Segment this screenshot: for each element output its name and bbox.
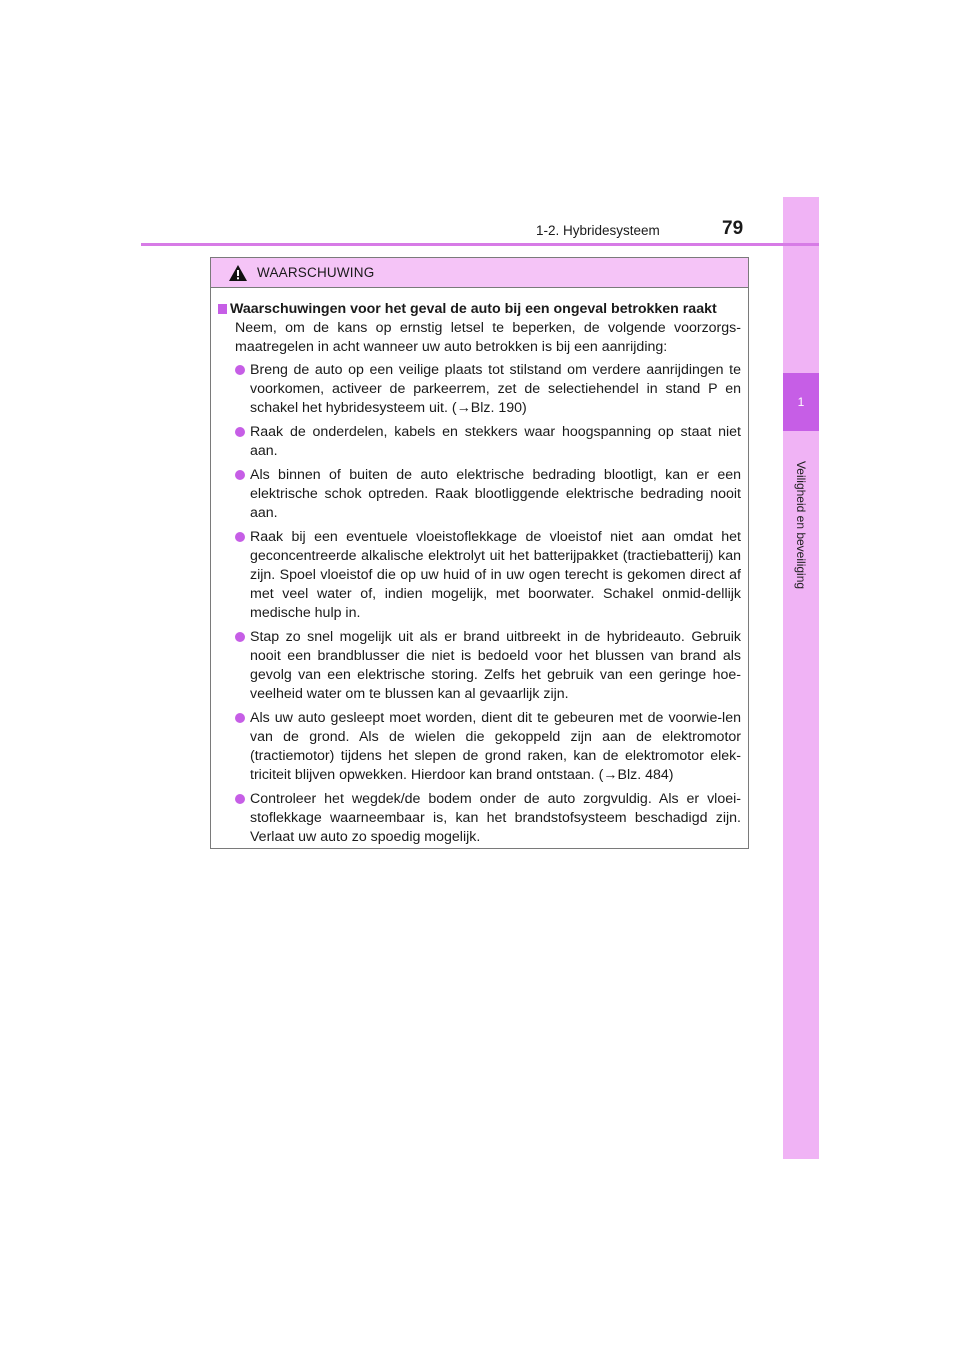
list-item-text: Breng de auto op een veilige plaats tot stilstand om verdere aanrijdingen te voorkomen, activeer de parkeerrem, zet de selectiehendel in stand P en schakel het hybridesysteem uit. (→Blz. 190) xyxy=(250,362,741,416)
bullet-dot-icon xyxy=(235,713,245,723)
list-item-text: Controleer het wegdek/de bodem onder de auto zorgvuldig. Als er vloei-stoflekkage waarneembaar is, kan het brandstofsysteem beschadigd zijn. Verlaat uw auto zo spoedig mogelijk. xyxy=(250,791,741,845)
bullet-dot-icon xyxy=(235,794,245,804)
warning-intro: Neem, om de kans op ernstig letsel te beperken, de volgende voorzorgs-maatregelen in acht wanneer uw auto betrokken is bij een aanrijding: xyxy=(235,320,741,355)
list-item xyxy=(235,628,741,704)
bullet-dot-icon xyxy=(235,532,245,542)
list-item xyxy=(235,466,741,523)
page-number: 79 xyxy=(722,218,744,239)
square-bullet-icon xyxy=(218,304,227,314)
bullet-dot-icon xyxy=(235,632,245,642)
list-item xyxy=(235,709,741,785)
warning-triangle-icon xyxy=(228,264,248,282)
list-item xyxy=(235,423,741,461)
bullet-dot-icon xyxy=(235,470,245,480)
bullet-dot-icon xyxy=(235,427,245,437)
list-item-text: Stap zo snel mogelijk uit als er brand uitbreekt in de hybrideauto. Gebruik nooit een brandblusser die niet is bedoeld voor het blussen van brand als gevolg van een elektrische storing. Zelfs het gebruik van een geringe hoe-veelheid water om te blussen kan al gevaarlijk zijn. xyxy=(250,629,741,702)
list-item-text: Raak bij een eventuele vloeistoflekkage de vloeistof niet aan omdat het geconcentreerde alkalische elektrolyt uit het batterijpakket (tractiebatterij) kan zijn. Spoel vloeistof die op uw huid of in uw ogen terecht is gekomen direct af met veel water of, indien mogelijk, met boorwater. Schakel onmid-dellijk medische hulp in. xyxy=(250,529,741,621)
warning-list xyxy=(218,361,741,847)
chapter-number: 1 xyxy=(797,395,805,409)
warning-box xyxy=(210,257,749,849)
list-item xyxy=(235,790,741,847)
warning-header xyxy=(211,258,748,288)
header-rule xyxy=(141,243,819,246)
warning-heading-row xyxy=(218,300,741,319)
list-item xyxy=(235,528,741,623)
chapter-number-box xyxy=(783,373,819,431)
list-item xyxy=(235,361,741,418)
warning-title: WAARSCHUWING xyxy=(257,265,375,280)
list-item-text: Als binnen of buiten de auto elektrische bedrading blootligt, kan er een elektrische schok optreden. Raak blootliggende elektrische bedrading nooit aan. xyxy=(250,467,741,521)
warning-heading: Waarschuwingen voor het geval de auto bij een ongeval betrokken raakt xyxy=(230,301,717,317)
list-item-text: Raak de onderdelen, kabels en stekkers waar hoogspanning op staat niet aan. xyxy=(250,424,741,459)
side-tab xyxy=(783,197,819,1159)
warning-body xyxy=(211,288,748,847)
list-item-text: Als uw auto gesleept moet worden, dient dit te gebeuren met de voorwie-len van de grond. Als de wielen die gekoppeld zijn aan de elektromotor (tractiemotor) tijdens het slepen de grond raken, kan de elektromotor elek-triciteit blijven opwekken. Hierdoor kan brand ontstaan. (→Blz. 484) xyxy=(250,710,741,783)
chapter-title: Veiligheid en beveiliging xyxy=(794,460,808,590)
bullet-dot-icon xyxy=(235,365,245,375)
section-title: 1-2. Hybridesysteem xyxy=(536,223,660,238)
